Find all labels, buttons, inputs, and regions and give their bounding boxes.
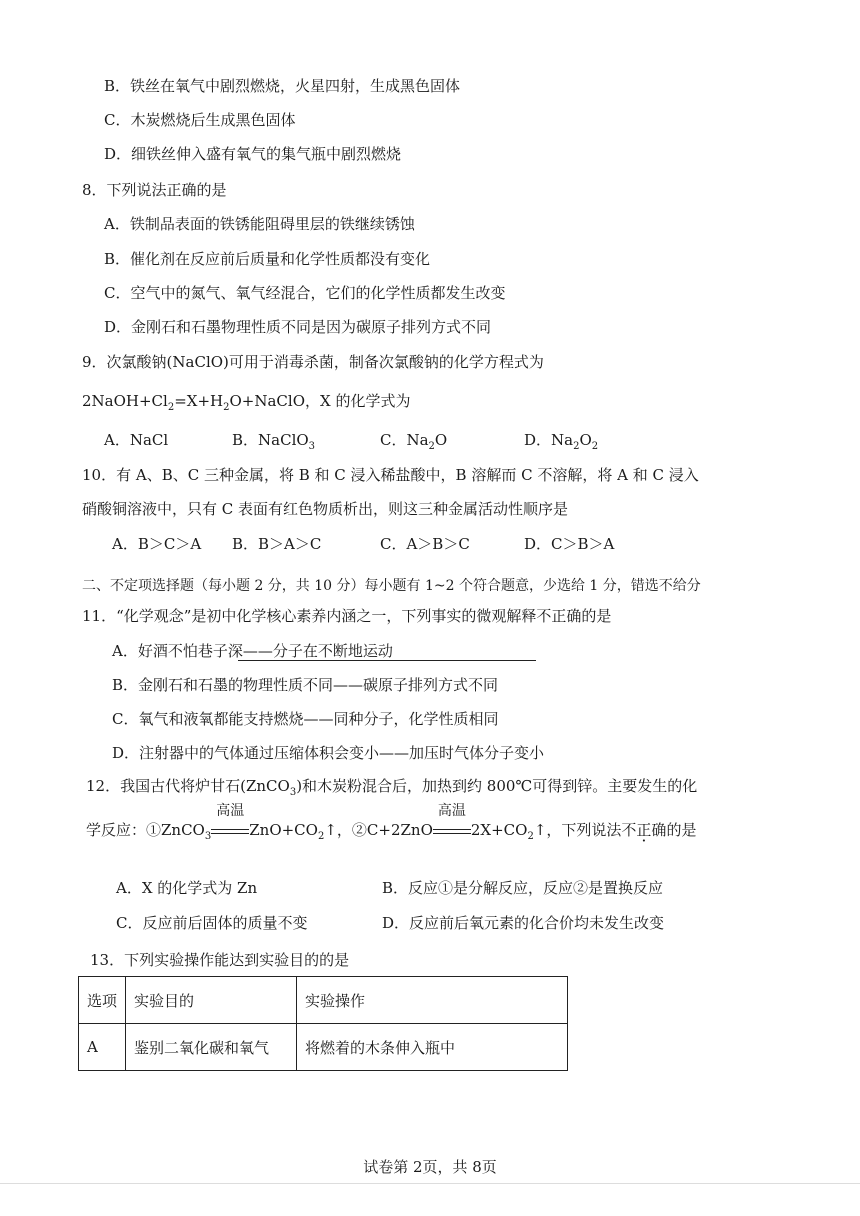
q12-reaction-end: 的是 [666,821,697,839]
q9-eq-part-a: 2NaOH+Cl [82,392,168,410]
q12-stem-sub: 3 [289,787,297,798]
q13-header-purpose: 实验目的 [126,977,297,1024]
q12-option-a: A．X 的化学式为 Zn [116,879,258,897]
q9-option-d-text: D．Na [524,431,574,449]
q8-option-b: B．催化剂在反应前后质量和化学性质都没有变化 [104,250,431,268]
q9-option-d [524,430,598,457]
q13-header-operation: 实验操作 [297,977,568,1024]
q12-reactions [86,803,697,847]
q13-row-a-purpose: 鉴别二氧化碳和氧气 [126,1024,297,1071]
q12-reaction-sub1: 3 [204,831,212,842]
q9-option-c [380,430,447,457]
q12-option-d: D．反应前后氧元素的化合价均未发生改变 [382,914,665,932]
q11-option-c: C．氧气和液氧都能支持燃烧——同种分子，化学性质相同 [112,710,499,728]
q12-reaction-mid1: ZnO+CO [249,821,318,839]
footer-divider [0,1183,860,1184]
q12-option-c: C．反应前后固体的质量不变 [116,914,308,932]
q7-option-c: C．木炭燃烧后生成黑色固体 [104,111,296,129]
q12-reaction-arrow2: ↑，下列说法 [533,821,622,839]
q9-option-b-sub: 3 [308,441,316,452]
section-2-heading: 二、不定项选择题（每小题 2 分，共 10 分）每小题有 1~2 个符合题意，少选给 1 分，错选不给分 [82,578,701,594]
q12-stem-line1 [86,776,697,803]
q12-reaction-mid2: 2X+CO [470,821,528,839]
q13-header-option: 选项 [79,977,126,1024]
q7-option-b: B．铁丝在氧气中剧烈燃烧，火星四射，生成黑色固体 [104,77,461,95]
q9-option-d-mid: O [579,431,592,449]
q9-option-d-sub2: 2 [591,441,599,452]
q10-option-b: B．B＞A＞C [232,535,322,553]
q10-option-a: A．B＞C＞A [112,535,202,553]
q9-equation [82,391,410,418]
q9-option-b-text: B．NaClO [232,431,309,449]
q9-eq-part-b: =X+H [174,392,224,410]
q12-emphasis-not-correct: 不正确 [621,821,667,839]
q8-stem: 8．下列说法正确的是 [82,181,227,199]
q9-option-b [232,430,315,457]
q9-eq-part-c: O+NaClO，X 的化学式为 [229,392,411,410]
q12-reaction-sub2: 2 [317,831,325,842]
q11-option-a-underline [238,660,536,661]
q9-eq-sub1: 2 [167,402,175,413]
q12-condition-2-label: 高温 [437,803,466,819]
q7-option-d: D．细铁丝伸入盛有氧气的集气瓶中剧烈燃烧 [104,145,402,163]
q12-stem-head: 12．我国古代将炉甘石(ZnCO [86,777,290,795]
q8-option-a: A．铁制品表面的铁锈能阻碍里层的铁继续锈蚀 [104,215,415,233]
q13-table [78,976,568,1071]
q10-stem-line2: 硝酸铜溶液中，只有 C 表面有红色物质析出，则这三种金属活动性顺序是 [82,500,569,518]
q10-option-d: D．C＞B＞A [524,535,615,553]
q13-stem: 13．下列实验操作能达到实验目的的是 [90,951,350,969]
q11-stem: 11．“化学观念”是初中化学核心素养内涵之一，下列事实的微观解释不正确的是 [82,607,612,625]
q12-condition-2 [433,803,471,840]
q13-row-a-option: A [79,1024,126,1071]
q12-reaction-prefix: 学反应：①ZnCO [86,821,205,839]
q11-option-a: A．好酒不怕巷子深——分子在不断地运动 [112,642,393,660]
q9-option-d-sub1: 2 [573,441,580,452]
q10-option-c: C．A＞B＞C [380,535,470,553]
table-row [79,1024,568,1071]
q12-equals-sign-2 [433,829,471,834]
q8-option-c: C．空气中的氮气、氧气经混合，它们的化学性质都发生改变 [104,284,506,302]
page-footer: 试卷第 2页，共 8页 [363,1158,497,1176]
q12-condition-1 [211,803,249,840]
q12-stem-tail: )和木炭粉混合后，加热到约 800℃可得到锌。主要发生的化 [296,777,698,795]
q11-option-b: B．金刚石和石墨的物理性质不同——碳原子排列方式不同 [112,676,499,694]
q12-option-b: B．反应①是分解反应，反应②是置换反应 [382,879,664,897]
q9-stem: 9．次氯酸钠(NaClO)可用于消毒杀菌，制备次氯酸钠的化学方程式为 [82,353,544,371]
q13-table-header-row [79,977,568,1024]
q8-option-d: D．金刚石和石墨物理性质不同是因为碳原子排列方式不同 [104,318,492,336]
q9-option-a: A．NaCl [104,431,169,449]
q9-option-c-tail: O [434,431,448,449]
q10-stem-line1: 10．有 A、B、C 三种金属，将 B 和 C 浸入稀盐酸中，B 溶解而 C 不溶解，将 A 和 C 浸入 [82,466,699,484]
q9-option-c-text: C．Na [380,431,429,449]
q12-reaction-sub3: 2 [527,831,534,842]
q13-row-a-operation: 将燃着的木条伸入瓶中 [297,1024,568,1071]
q12-condition-1-label: 高温 [216,803,245,819]
q9-option-c-sub: 2 [428,441,435,452]
q12-reaction-arrow1: ↑，②C+2ZnO [324,821,433,839]
q9-eq-sub2: 2 [223,402,230,413]
q11-option-d: D．注射器中的气体通过压缩体积会变小——加压时气体分子变小 [112,744,545,762]
q12-equals-sign-1 [211,829,249,834]
